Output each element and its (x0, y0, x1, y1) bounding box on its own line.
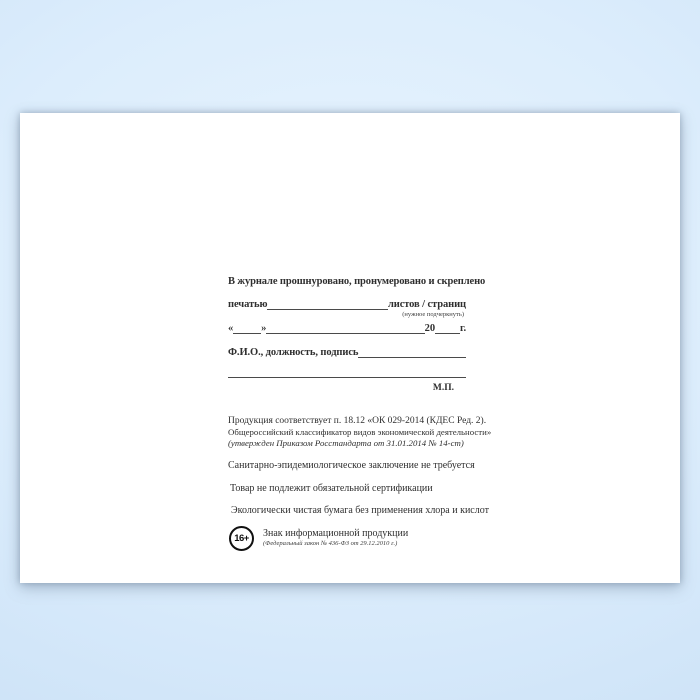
full-width-blank-line (228, 377, 466, 378)
year-suffix: г. (459, 323, 466, 334)
stitch-statement-line: В журнале прошнуровано, пронумеровано и скреплено (228, 276, 486, 287)
seal-sheets-row (228, 299, 466, 310)
age-mark-law-reference: (Федеральный закон № 436-ФЗ от 29.12.2010 г.) (263, 540, 398, 547)
certification-statement: Товар не подлежит обязательной сертификации (230, 483, 433, 494)
compliance-line-2: Общероссийский классификатор видов экономической деятельности» (228, 427, 492, 437)
compliance-line-3: (утвержден Приказом Росстандарта от 31.01.2014 № 14-ст) (228, 438, 464, 448)
underline-note: (нужное подчеркнуть) (402, 311, 464, 318)
signature-blank-line (358, 348, 466, 358)
year-blank-line (435, 324, 460, 334)
day-blank-line (233, 324, 261, 334)
age-mark-text (263, 526, 408, 547)
fio-row (228, 347, 466, 358)
journal-back-cover-page (20, 113, 680, 583)
date-row (228, 323, 466, 334)
age-16plus-icon: 16+ (229, 526, 254, 551)
compliance-block (228, 416, 492, 448)
sheets-count-blank-line (267, 300, 388, 310)
eco-paper-statement: Экологически чистая бумага без применения хлора и кислот (231, 505, 489, 516)
document-text-block (228, 276, 492, 551)
seal-label: печатью (228, 299, 268, 310)
year-prefix: 20 (424, 323, 435, 334)
quote-close: » (261, 323, 267, 334)
sanitary-statement: Санитарно-эпидемиологическое заключение не требуется (228, 460, 475, 471)
age-mark-row (228, 526, 466, 551)
compliance-line-1: Продукция соответствует п. 18.12 «ОК 029-2014 (КДЕС Ред. 2). (228, 416, 487, 426)
fio-label: Ф.И.О., должность, подпись (228, 347, 359, 358)
seal-place-label: М.П. (432, 383, 454, 393)
quote-open: « (228, 323, 234, 334)
month-blank-line (266, 324, 424, 334)
sheets-pages-label: листов / страниц (387, 299, 466, 310)
age-mark-title: Знак информационной продукции (263, 528, 409, 539)
